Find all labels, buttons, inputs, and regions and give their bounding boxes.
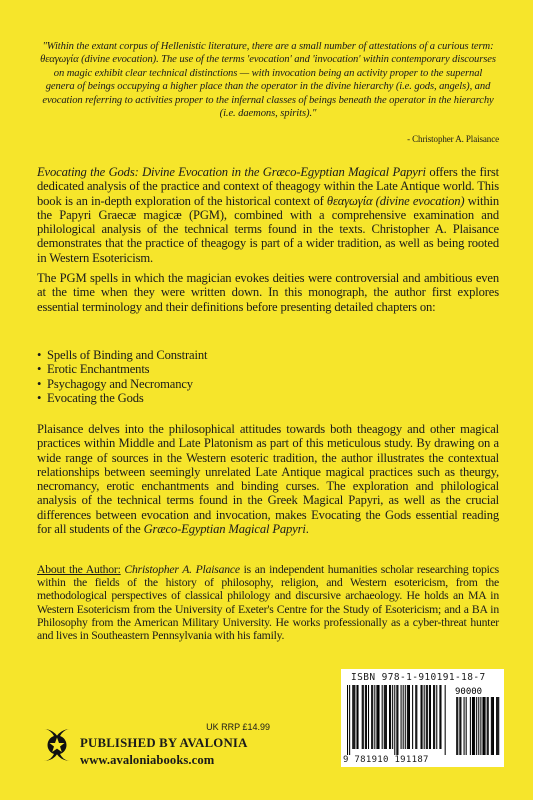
barcode-bar: [474, 697, 475, 755]
bullet-icon: •: [37, 362, 42, 377]
barcode-bar: [482, 697, 483, 755]
barcode-bar: [408, 685, 409, 749]
greek-term: θεαγωγία (divine evocation): [326, 193, 465, 208]
barcode-bar: [429, 685, 430, 749]
barcode-bar: [365, 685, 366, 749]
pull-quote-text: "Within the extant corpus of Hellenistic literature, there are a small number of attestations of a curious term: θεαγωγία (divine evocation). The use of the terms 'evocation' and 'invocation' within contemporary discourses on magic exhibit clear technical distinctions — with invocation being an activity proper to the supernal genera of beings occupying a higher place than the operator in the divine hierarchy (i.e. gods, angels), and evocation referring to activities proper to the infernal classes of beings beneath the operator in the hierarchy (i.e. daemons, spirits).": [40, 41, 496, 120]
ean-digits: 9 781910 191187: [343, 755, 429, 765]
barcode-bar: [491, 697, 492, 755]
publisher-name: PUBLISHED BY AVALONIA: [80, 736, 248, 750]
barcode-bar: [436, 685, 437, 749]
bullet-icon: •: [37, 376, 42, 391]
barcode-bar: [366, 685, 367, 749]
barcode-bar: [389, 685, 390, 749]
barcode-bar: [459, 697, 460, 755]
barcode-bar: [439, 685, 440, 749]
p3-italic: Græco-Egyptian Magical Papyri: [143, 522, 306, 537]
list-item: • Erotic Enchantments: [37, 362, 150, 377]
barcode-bar: [409, 685, 410, 749]
barcode-bar: [424, 685, 425, 749]
barcode-bar: [356, 685, 357, 749]
quote-attribution: - Christopher A. Plaisance: [407, 134, 499, 144]
barcode-bar: [353, 685, 354, 749]
barcode-bar: [457, 697, 458, 755]
barcode-bar: [403, 685, 404, 749]
pull-quote: [40, 40, 496, 120]
list-item: • Spells of Binding and Constraint: [37, 348, 208, 362]
barcode-bar: [382, 685, 383, 749]
barcode-bar: [496, 697, 497, 755]
barcode-bar: [472, 697, 473, 755]
barcode-bar: [416, 685, 417, 749]
barcode-bar: [379, 685, 380, 749]
p3-text-a: Plaisance delves into the philosophical attitudes towards both theagogy and other magical practices within Middle and Late Platonism as part of this meticulous study. By drawing on a wide range of sources in the Western esoteric tradition, the author illustrates the contextual relationships between seemingly unrelated Late Antique magical practices such as theurgy, necromancy, erotic enchantments and binding curses. The exploration and philological analysis of the technical terms found in the Greek Magical Papyri, as well as the crucial differences between evocation and invocation, makes Evocating the Gods essential reading for all students of the: [37, 422, 499, 537]
barcode-bar: [493, 697, 494, 755]
chapter-list: [37, 348, 499, 405]
barcode-bar: [347, 685, 348, 755]
barcode-bars: [345, 685, 501, 757]
barcode-bar: [358, 685, 359, 749]
barcode-bar: [460, 697, 461, 755]
barcode-bar: [405, 685, 406, 749]
barcode-bar: [456, 697, 457, 755]
about-label: About the Author:: [37, 563, 121, 576]
isbn-barcode: [341, 669, 504, 767]
barcode-bar: [384, 685, 385, 749]
p1-text-a: offers the first dedicated analysis of the practice and context of theagogy within the Late Antique world. This book is an in-depth exploration of the historical context of: [37, 165, 499, 208]
bullet-icon: •: [37, 348, 42, 362]
barcode-bar: [396, 685, 397, 755]
barcode-addon-digits: 90000: [455, 687, 483, 697]
barcode-bar: [415, 685, 416, 749]
barcode-bar: [386, 685, 387, 749]
barcode-bar: [466, 697, 467, 755]
barcode-bar: [421, 685, 422, 749]
barcode-bar: [434, 685, 435, 749]
barcode-bar: [485, 697, 486, 755]
p3-text-b: .: [305, 522, 309, 537]
barcode-bar: [407, 685, 408, 749]
description-paragraph-3: [37, 422, 499, 536]
barcode-bar: [430, 685, 431, 749]
p1-text-c: demonstrates that the practice of theagogy is part of a wider tradition, as well as being rooted in Western Esotericism.: [37, 236, 499, 265]
barcode-bar: [433, 685, 434, 749]
barcode-bar: [385, 685, 386, 749]
barcode-bar: [422, 685, 423, 749]
p1-text-b: within the Papyri Graecæ magicæ (PGM), combined with a comprehensive examination and philological analysis of the technical terms found in the texts.: [37, 193, 500, 237]
barcode-bar: [371, 685, 372, 749]
about-text: is an independent humanities scholar researching topics within the fields of the history of philosophy, religion, and Western esotericism, from the methodological perspectives of classical philology and discursive archaeology. He holds an MA in Western Esotericism from the University of Exeter's Centre for the Study of Esotericism; and a BA in Philosophy from the American Military University. He works professionally as a cyber-threat hunter and lives in Southeastern Pennsylvania with his family.: [37, 563, 499, 643]
barcode-bar: [363, 685, 364, 749]
barcode-bar: [497, 697, 498, 755]
barcode-bar: [401, 685, 402, 749]
about-author-name: Christopher A. Plaisance: [124, 563, 240, 576]
barcode-bar: [427, 685, 428, 749]
barcode-bar: [376, 685, 377, 749]
avalonia-logo-icon: [36, 724, 78, 766]
description-paragraph-2: The PGM spells in which the magician evokes deities were controversial and ambitious even at the time when they were written down. In this monograph, the author first explores essential terminology and their definitions before presenting detailed chapters on:: [37, 271, 499, 314]
barcode-bar: [394, 685, 395, 755]
barcode-bar: [390, 685, 391, 749]
barcode-bar: [426, 685, 427, 749]
barcode-bar: [392, 685, 393, 749]
description-paragraph-1: [37, 165, 499, 265]
barcode-bar: [473, 697, 474, 755]
barcode-bar: [374, 685, 375, 749]
barcode-bar: [445, 685, 446, 755]
barcode-bar: [362, 685, 363, 749]
about-the-author: [37, 563, 499, 642]
bullet-icon: •: [37, 390, 42, 405]
barcode-bar: [484, 697, 485, 755]
barcode-bar: [372, 685, 373, 749]
barcode-bar: [397, 685, 398, 755]
isbn-number: ISBN 978-1-910191-18-7: [351, 672, 486, 683]
barcode-bar: [476, 697, 477, 755]
barcode-bar: [440, 685, 441, 749]
list-item: • Psychagogy and Necromancy: [37, 376, 193, 391]
barcode-bar: [377, 685, 378, 749]
barcode-bar: [487, 697, 488, 755]
author-name: Christopher A. Plaisance: [371, 222, 499, 237]
barcode-bar: [488, 697, 489, 755]
barcode-bar: [349, 685, 350, 755]
barcode-bar: [368, 685, 369, 749]
list-item: • Evocating the Gods: [37, 390, 144, 405]
publisher-website[interactable]: www.avaloniabooks.com: [80, 753, 215, 767]
barcode-bar: [352, 685, 353, 749]
barcode-bar: [492, 697, 493, 755]
barcode-bar: [478, 697, 479, 755]
barcode-bar: [480, 697, 481, 755]
barcode-bar: [498, 697, 499, 755]
book-title: Evocating the Gods: Divine Evocation in the Græco-Egyptian Magical Papyri: [37, 165, 426, 179]
barcode-bar: [354, 685, 355, 749]
barcode-bar: [412, 685, 413, 749]
barcode-bar: [470, 697, 471, 755]
barcode-bar: [464, 697, 465, 755]
price-label: UK RRP £14.99: [206, 722, 270, 732]
